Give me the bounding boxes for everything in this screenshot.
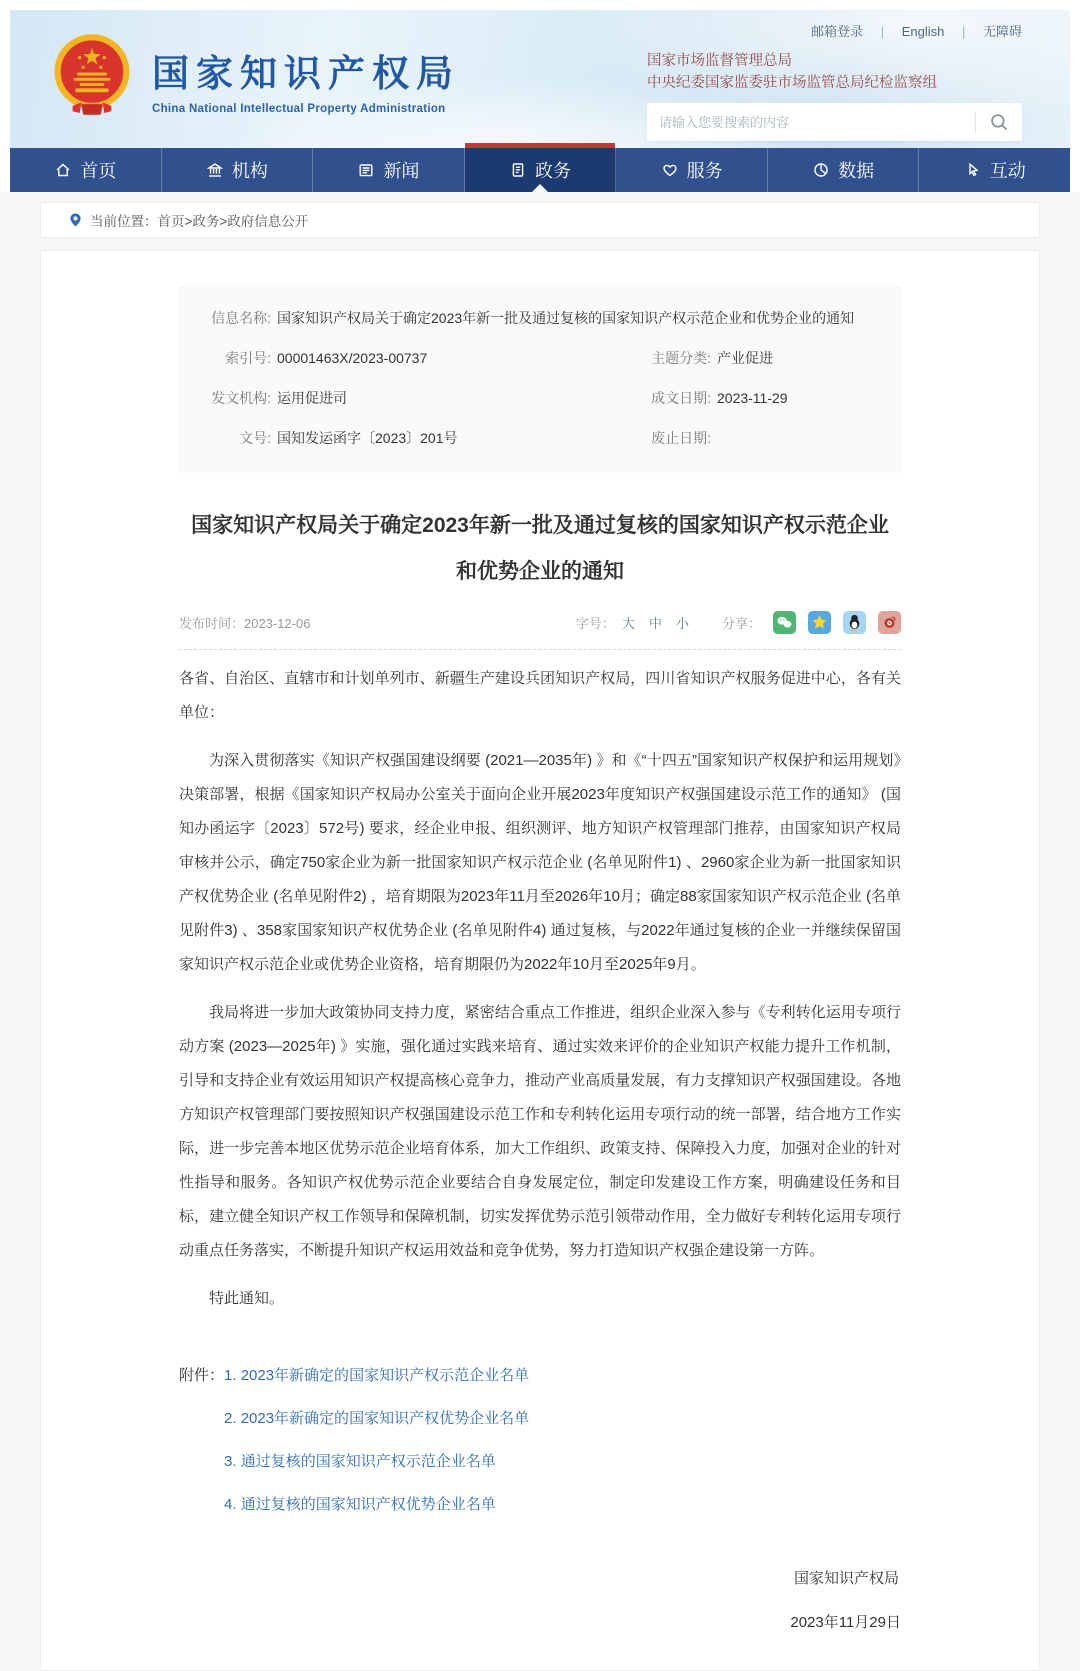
document-info-table xyxy=(179,285,901,473)
mail-login-link[interactable]: 邮箱登录 xyxy=(811,24,864,39)
font-size-large-button[interactable]: 大 xyxy=(621,615,635,631)
breadcrumb xyxy=(40,202,1040,238)
department-links xyxy=(647,50,1022,94)
nav-label: 政务 xyxy=(535,161,572,181)
weibo-share-icon[interactable] xyxy=(878,611,901,634)
info-value xyxy=(711,421,901,455)
wechat-share-icon[interactable] xyxy=(773,611,796,634)
dashed-divider xyxy=(179,649,901,650)
site-subtitle: China National Intellectual Property Administration xyxy=(152,103,446,115)
header-right xyxy=(647,20,1022,141)
attachment-link-2[interactable]: 2. 2023年新确定的国家知识产权优势企业名单 xyxy=(224,1410,530,1427)
top-links xyxy=(647,20,1022,44)
info-label: 文号: xyxy=(239,430,271,446)
attachments-section xyxy=(179,1356,901,1528)
body-paragraph: 为深入贯彻落实《知识产权强国建设纲要 (2021—2035年) 》和《“十四五”国家知识产权保护和运用规划》决策部署，根据《国家知识产权局办公室关于面向企业开展2023年度知识产权强国建设示范工作的通知》 (国知办函运字〔2023〕572号) 要求，经企业申报、组织测评、地方知识产权管理部门推荐，由国家知识产权局审核并公示，确定750家企业为新一批国家知识产权示范企业 (名单见附件1) 、2960家企业为新一批国家知识产权优势企业 (名单见附件2) ，培育期限为2023年11月至2026年10月；确定88家国家知识产权示范企业 (名单见附件3) 、358家国家知识产权优势企业 (名单见附件4) 通过复核，与2022年通过复核的企业一并继续保留国家知识产权示范企业或优势企业资格，培育期限仍为2022年10月至2025年9月。 xyxy=(179,752,901,973)
site-title-block xyxy=(152,37,460,115)
publish-date: 2023-12-06 xyxy=(244,615,311,631)
main-nav xyxy=(10,148,1070,192)
national-emblem-icon xyxy=(48,30,136,122)
accessibility-link[interactable]: 无障碍 xyxy=(982,24,1022,39)
home-icon xyxy=(54,161,72,179)
body-paragraph: 我局将进一步加大政策协同支持力度，紧密结合重点工作推进，组织企业深入参与《专利转化运用专项行动方案 (2023—2025年) 》实施，强化通过实践来培育、通过实效来评价的企业知识产权能力提升工作机制，引导和支持企业有效运用知识产权提高核心竞争力，推动产业高质量发展，有力支撑知识产权强国建设。各地方知识产权管理部门要按照知识产权强国建设示范工作和专利转化运用专项行动的统一部署，结合地方工作实际，进一步完善本地区优势示范企业培育体系，加大工作组织、政策支持、保障投入力度，加强对企业的针对性指导和服务。各知识产权优势示范企业要结合自身发展定位，制定印发建设工作方案，明确建设任务和目标，建立健全知识产权工作领导和保障机制，切实发挥优势示范引领带动作用，全力做好专利转化运用专项行动重点任务落实，不断提升知识产权运用效益和竞争优势，努力打造知识产权强企建设第一方阵。 xyxy=(179,1004,901,1259)
font-size-medium-button[interactable]: 中 xyxy=(648,615,662,631)
page-title: 国家知识产权局关于确定2023年新一批及通过复核的国家知识产权示范企业和优势企业的通知 xyxy=(191,514,889,583)
page-body xyxy=(0,192,1080,1671)
info-row-name xyxy=(179,301,901,335)
closing-line: 特此通知。 xyxy=(209,1290,285,1307)
info-grid xyxy=(179,335,901,455)
nav-label: 数据 xyxy=(838,161,875,181)
article-body xyxy=(179,662,901,1316)
hand-pointer-icon xyxy=(964,161,982,179)
nav-tab-home[interactable] xyxy=(10,148,162,192)
share-label: 分享： xyxy=(721,615,761,631)
meta-right xyxy=(576,611,901,634)
info-label: 主题分类: xyxy=(651,350,711,366)
nav-label: 机构 xyxy=(231,161,268,181)
info-value: 运用促进司 xyxy=(277,390,347,406)
discipline-inspection-link[interactable]: 中央纪委国家监委驻市场监管总局纪检监察组 xyxy=(647,75,937,91)
bank-icon xyxy=(206,161,224,179)
pie-chart-icon xyxy=(812,161,830,179)
publish-label: 发布时间： xyxy=(179,615,245,631)
info-value: 2023-11-29 xyxy=(717,390,788,406)
samr-link[interactable]: 国家市场监督管理总局 xyxy=(647,53,792,69)
nav-label: 互动 xyxy=(989,161,1026,181)
search-box xyxy=(647,103,1022,141)
search-input[interactable] xyxy=(647,103,975,141)
nav-label: 首页 xyxy=(80,161,117,181)
font-size-small-button[interactable]: 小 xyxy=(675,615,689,631)
document-icon xyxy=(509,161,527,179)
site-title: 国家知识产权局 xyxy=(152,53,460,94)
info-label: 信息名称: xyxy=(211,310,271,326)
nav-tab-government-affairs[interactable] xyxy=(465,148,617,192)
attachment-link-3[interactable]: 3. 通过复核的国家知识产权示范企业名单 xyxy=(224,1453,496,1470)
salutation-paragraph: 各省、自治区、直辖市和计划单列市、新疆生产建设兵团知识产权局，四川省知识产权服务促进中心，各有关单位： xyxy=(179,670,901,721)
publish-time xyxy=(179,613,311,632)
nav-tab-news[interactable] xyxy=(313,148,465,192)
article-meta-row xyxy=(179,607,901,637)
signature-agency: 国家知识产权局 xyxy=(793,1570,899,1587)
info-label: 废止日期: xyxy=(651,430,711,446)
attachment-link-1[interactable]: 1. 2023年新确定的国家知识产权示范企业名单 xyxy=(224,1367,530,1384)
nav-tab-interaction[interactable] xyxy=(919,148,1070,192)
attachment-links xyxy=(224,1356,529,1528)
breadcrumb-label: 当前位置： xyxy=(90,214,158,229)
link-separator: | xyxy=(961,24,966,39)
nav-label: 服务 xyxy=(686,161,723,181)
logo-area xyxy=(48,30,460,122)
nav-tab-services[interactable] xyxy=(616,148,768,192)
location-pin-icon xyxy=(69,212,82,228)
nav-label: 新闻 xyxy=(383,161,420,181)
english-link[interactable]: English xyxy=(901,24,945,39)
content-card xyxy=(40,250,1040,1671)
nav-tab-organization[interactable] xyxy=(162,148,314,192)
newspaper-icon xyxy=(357,161,375,179)
info-label: 成文日期: xyxy=(651,390,711,406)
nav-tab-data[interactable] xyxy=(768,148,920,192)
header xyxy=(0,0,1080,148)
search-button[interactable] xyxy=(976,103,1022,141)
heart-hands-icon xyxy=(661,161,679,179)
breadcrumb-path[interactable]: 首页>政务>政府信息公开 xyxy=(157,214,309,229)
signature-date: 2023年11月29日 xyxy=(790,1614,901,1631)
attachments-label: 附件： xyxy=(179,1367,225,1384)
share-icons xyxy=(761,611,901,634)
link-separator: | xyxy=(880,24,885,39)
signature-block xyxy=(179,1562,901,1640)
search-icon xyxy=(989,112,1009,132)
info-value: 国家知识产权局关于确定2023年新一批及通过复核的国家知识产权示范企业和优势企业的通知 xyxy=(277,310,855,326)
info-label: 索引号: xyxy=(225,350,271,366)
attachment-link-4[interactable]: 4. 通过复核的国家知识产权优势企业名单 xyxy=(224,1496,496,1513)
info-value: 国知发运函字〔2023〕201号 xyxy=(277,430,458,446)
qzone-share-icon[interactable] xyxy=(808,611,831,634)
info-value: 00001463X/2023-00737 xyxy=(277,350,428,366)
info-value: 产业促进 xyxy=(717,350,773,366)
site-header-banner xyxy=(10,10,1070,148)
info-label: 发文机构: xyxy=(211,390,271,406)
font-size-label: 字号： xyxy=(575,615,615,631)
qq-share-icon[interactable] xyxy=(843,611,866,634)
